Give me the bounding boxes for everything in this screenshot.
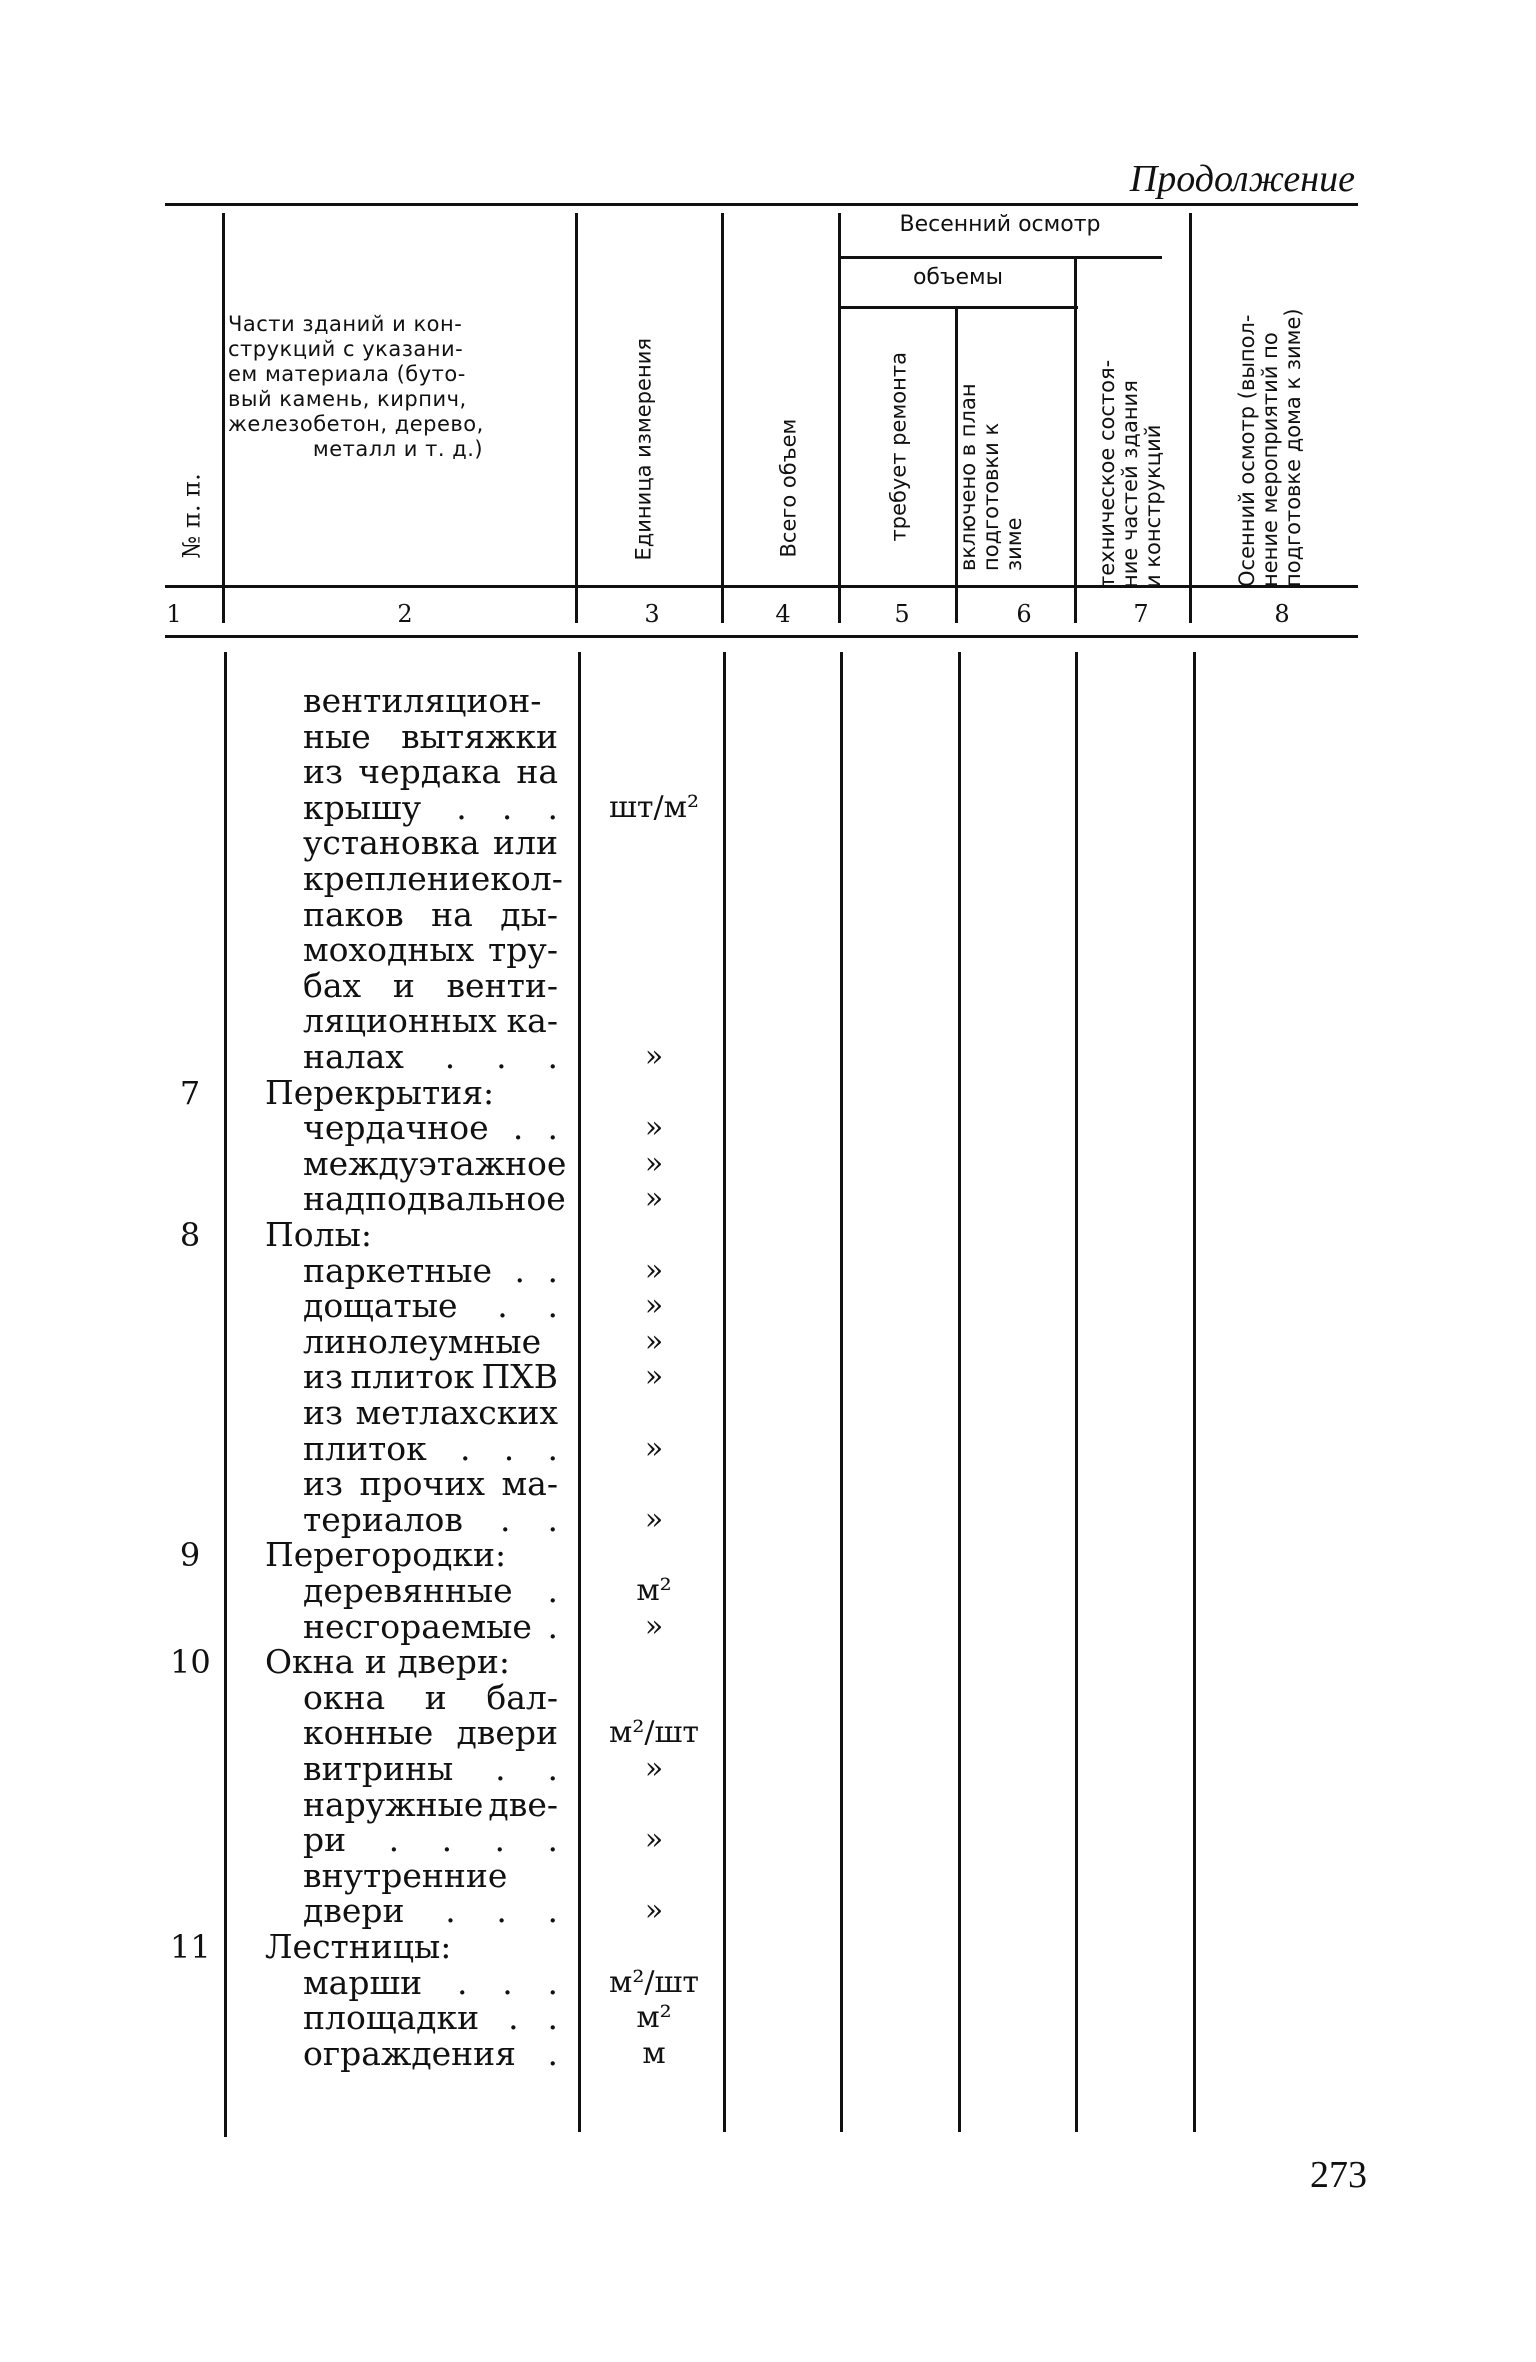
item-word: паков	[303, 895, 404, 934]
item-label	[303, 2000, 558, 2036]
item-word: вытяжки	[401, 717, 558, 756]
row-number: 10	[170, 1643, 211, 1681]
page-number: 273	[1310, 2154, 1367, 2196]
item-word: две-	[488, 1785, 558, 1824]
unit-cell: »	[644, 1146, 664, 1181]
item-word: несгораемые	[303, 1607, 532, 1646]
item-label	[303, 1039, 558, 1075]
column-number: 7	[1133, 600, 1149, 628]
item-label: внутренние	[303, 1856, 508, 1895]
header-autumn	[1236, 227, 1308, 587]
item-word: тру-	[488, 930, 558, 969]
item-label	[303, 897, 558, 933]
unit-cell: »	[644, 1288, 664, 1323]
column-number: 1	[166, 600, 182, 628]
unit-cell: »	[644, 1359, 664, 1394]
item-label	[303, 1751, 558, 1787]
item-word: .	[547, 1749, 558, 1788]
item-label	[303, 1893, 558, 1929]
header-plan-line: зиме	[1002, 517, 1026, 571]
header-parts	[228, 312, 568, 462]
table-top-rule	[165, 203, 1358, 206]
column-number: 6	[1016, 600, 1032, 628]
row-number: 8	[179, 1216, 201, 1254]
item-word: .	[547, 1820, 558, 1859]
item-word: кол-	[490, 859, 563, 898]
item-word: ляционных	[303, 1001, 497, 1040]
item-word: конные	[303, 1713, 434, 1752]
item-word: на	[431, 895, 473, 934]
header-col-divider	[222, 213, 225, 623]
column-number: 8	[1274, 600, 1290, 628]
item-label	[303, 1431, 558, 1467]
item-word: чердака	[358, 752, 502, 791]
item-label	[303, 1609, 558, 1645]
header-tech-line: техническое состоя-	[1095, 359, 1119, 588]
unit-cell: м²/шт	[609, 1715, 699, 1750]
item-label	[303, 1787, 558, 1823]
category-label: Лестницы:	[265, 1927, 452, 1966]
unit-cell: »	[644, 1893, 664, 1928]
item-word: териалов	[303, 1500, 463, 1539]
unit-cell: »	[644, 1502, 664, 1537]
item-word: бал-	[486, 1678, 558, 1717]
item-word: .	[547, 1108, 558, 1147]
unit-cell: м²/шт	[609, 1965, 699, 2000]
item-word: .	[495, 1749, 506, 1788]
header-parts-line: железобетон, дерево,	[228, 412, 484, 436]
body-col-divider	[224, 652, 227, 2137]
body-col-divider	[1075, 652, 1078, 2132]
item-label	[303, 825, 558, 861]
unit-cell: »	[644, 1751, 664, 1786]
item-word: .	[388, 1820, 400, 1859]
spring-rule	[840, 256, 1162, 259]
item-word: .	[547, 1500, 558, 1539]
body-col-divider	[840, 652, 843, 2132]
unit-cell: »	[644, 1431, 664, 1466]
header-parts-line: вый камень, кирпич,	[228, 387, 467, 411]
item-label	[303, 1110, 558, 1146]
item-label	[303, 1680, 558, 1716]
header-spring: Весенний осмотр	[899, 212, 1101, 237]
item-word: .	[547, 1251, 558, 1290]
item-word: бах	[303, 966, 362, 1005]
item-word: и	[424, 1678, 447, 1717]
header-tech	[1096, 312, 1168, 588]
unit-cell: шт/м²	[609, 790, 699, 825]
header-col-divider	[1074, 258, 1077, 623]
item-word: плиток	[303, 1429, 427, 1468]
item-label	[303, 2036, 558, 2072]
row-number: 7	[179, 1074, 201, 1112]
item-label: междуэтажное	[303, 1144, 567, 1183]
item-word: из	[303, 752, 343, 791]
item-word: ма-	[501, 1464, 558, 1503]
column-number: 2	[397, 600, 413, 628]
header-total: Всего объем	[776, 418, 801, 558]
item-label	[303, 1359, 558, 1395]
header-plan-line: подготовки к	[979, 422, 1003, 571]
item-word: из	[303, 1464, 343, 1503]
item-word: ды-	[500, 895, 558, 934]
item-label	[303, 1822, 558, 1858]
header-autumn-line: Осенний осмотр (выпол-	[1235, 314, 1259, 587]
category-label: Полы:	[265, 1215, 372, 1254]
item-word: .	[501, 788, 513, 827]
item-word: двери	[456, 1713, 558, 1752]
item-word: .	[456, 1963, 468, 2002]
item-word: моходных	[303, 930, 475, 969]
row-number: 9	[179, 1536, 201, 1574]
unit-cell: »	[644, 1110, 664, 1145]
unit-cell: м	[642, 2036, 666, 2071]
item-word: наружные	[303, 1785, 484, 1824]
item-label	[303, 1253, 558, 1289]
header-autumn-line: нение мероприятий по	[1258, 332, 1282, 587]
header-parts-line: металл и т. д.)	[312, 437, 484, 461]
category-label: Перекрытия:	[265, 1073, 495, 1112]
header-unit: Единица измерения	[631, 338, 656, 561]
item-word: .	[512, 1108, 524, 1147]
item-word: марши	[303, 1963, 423, 2002]
item-word: крышу	[303, 788, 422, 827]
header-no: № п. п.	[177, 473, 206, 559]
item-word: .	[494, 1820, 506, 1859]
item-label: надподвальное	[303, 1179, 566, 1218]
item-word: .	[547, 2034, 558, 2073]
item-word: .	[547, 788, 558, 827]
item-word: .	[459, 1429, 471, 1468]
item-word: ри	[303, 1820, 347, 1859]
header-col-divider	[838, 213, 841, 623]
item-word: окна	[303, 1678, 386, 1717]
header-col-divider	[721, 213, 724, 623]
item-word: витрины	[303, 1749, 454, 1788]
item-word: площадки	[303, 1998, 480, 2037]
column-number: 3	[644, 600, 660, 628]
unit-cell: »	[644, 1822, 664, 1857]
item-word: .	[445, 1891, 456, 1930]
item-word: из	[303, 1393, 343, 1432]
unit-cell: »	[644, 1324, 664, 1359]
item-label	[303, 719, 558, 755]
header-plan	[957, 351, 1029, 571]
item-label	[303, 1502, 558, 1538]
body-col-divider	[958, 652, 961, 2132]
item-word: .	[547, 1891, 558, 1930]
item-word: налах	[303, 1037, 404, 1076]
unit-cell: м²	[636, 1573, 672, 1608]
item-word: на	[516, 752, 558, 791]
item-word: чердачное	[303, 1108, 489, 1147]
row-number: 11	[170, 1928, 211, 1966]
unit-cell: »	[644, 1609, 664, 1644]
item-word: паркетные	[303, 1251, 492, 1290]
header-parts-line: Части зданий и кон-	[228, 312, 463, 336]
item-word: из	[303, 1357, 343, 1396]
item-word: крепление	[303, 859, 491, 898]
item-word: .	[547, 1998, 558, 2037]
header-col-divider	[1189, 213, 1192, 623]
header-plan-line: включено в план	[956, 383, 980, 571]
column-number: 5	[894, 600, 910, 628]
item-word: ка-	[506, 1001, 558, 1040]
item-word: .	[496, 1891, 507, 1930]
header-tech-line: и конструкций	[1141, 424, 1165, 588]
item-word: .	[547, 1963, 558, 2002]
unit-cell: »	[644, 1181, 664, 1216]
body-col-divider	[578, 652, 581, 2132]
column-number: 4	[775, 600, 791, 628]
item-label	[303, 968, 558, 1004]
item-label	[303, 859, 563, 898]
item-label: вентиляцион-	[303, 681, 542, 720]
unit-cell: м²	[636, 2000, 672, 2035]
item-label	[303, 1573, 558, 1609]
item-word: ПХВ	[481, 1357, 558, 1396]
header-bottom-rule	[165, 585, 1358, 588]
volumes-rule	[840, 306, 1078, 309]
item-word: .	[508, 1998, 519, 2037]
item-word: метлахских	[355, 1393, 558, 1432]
header-parts-line: ем материала (буто-	[228, 362, 466, 386]
header-autumn-line: подготовке дома к зиме)	[1281, 308, 1305, 587]
item-word: .	[502, 1963, 513, 2002]
item-word: .	[500, 1500, 511, 1539]
body-col-divider	[1193, 652, 1196, 2132]
body-col-divider	[723, 652, 726, 2132]
item-word: .	[503, 1429, 515, 1468]
item-word: ограждения	[303, 2034, 516, 2073]
header-parts-line: струкций с указани-	[228, 337, 464, 361]
col-numbers-rule	[165, 635, 1358, 638]
item-label	[303, 932, 558, 968]
item-word: .	[547, 1607, 558, 1646]
unit-cell: »	[644, 1039, 664, 1074]
item-label	[303, 1715, 558, 1751]
item-word: прочих	[359, 1464, 485, 1503]
item-word: .	[444, 1037, 456, 1076]
item-label	[303, 1395, 558, 1431]
item-label	[303, 1288, 558, 1324]
item-word: деревянные	[303, 1571, 513, 1610]
item-label	[303, 754, 558, 790]
header-volumes: объемы	[912, 265, 1004, 290]
item-word: венти-	[446, 966, 558, 1005]
item-label	[303, 1003, 558, 1039]
header-col-divider	[575, 213, 578, 623]
item-word: .	[547, 1286, 558, 1325]
item-word: .	[496, 1037, 507, 1076]
item-word: двери	[303, 1891, 405, 1930]
continuation-label: Продолжение	[1129, 158, 1355, 200]
item-word: .	[514, 1251, 525, 1290]
item-label: линолеумные	[303, 1322, 542, 1361]
item-word: дощатые	[303, 1286, 458, 1325]
item-word: и	[392, 966, 415, 1005]
item-word: .	[497, 1286, 508, 1325]
unit-cell: »	[644, 1253, 664, 1288]
category-label: Окна и двери:	[265, 1642, 510, 1681]
item-word: или	[493, 823, 558, 862]
item-label	[303, 1466, 558, 1502]
header-repair: требует ремонта	[886, 352, 911, 542]
item-label	[303, 790, 558, 826]
item-word: .	[441, 1820, 453, 1859]
item-word: плиток	[350, 1357, 475, 1396]
item-word: .	[456, 788, 467, 827]
item-word: установка	[303, 823, 480, 862]
item-word: .	[547, 1037, 558, 1076]
item-word: .	[547, 1571, 558, 1610]
item-word: .	[547, 1429, 558, 1468]
item-word: ные	[303, 717, 371, 756]
header-tech-line: ние частей здания	[1118, 380, 1142, 588]
item-label	[303, 1965, 558, 2001]
category-label: Перегородки:	[265, 1535, 507, 1574]
